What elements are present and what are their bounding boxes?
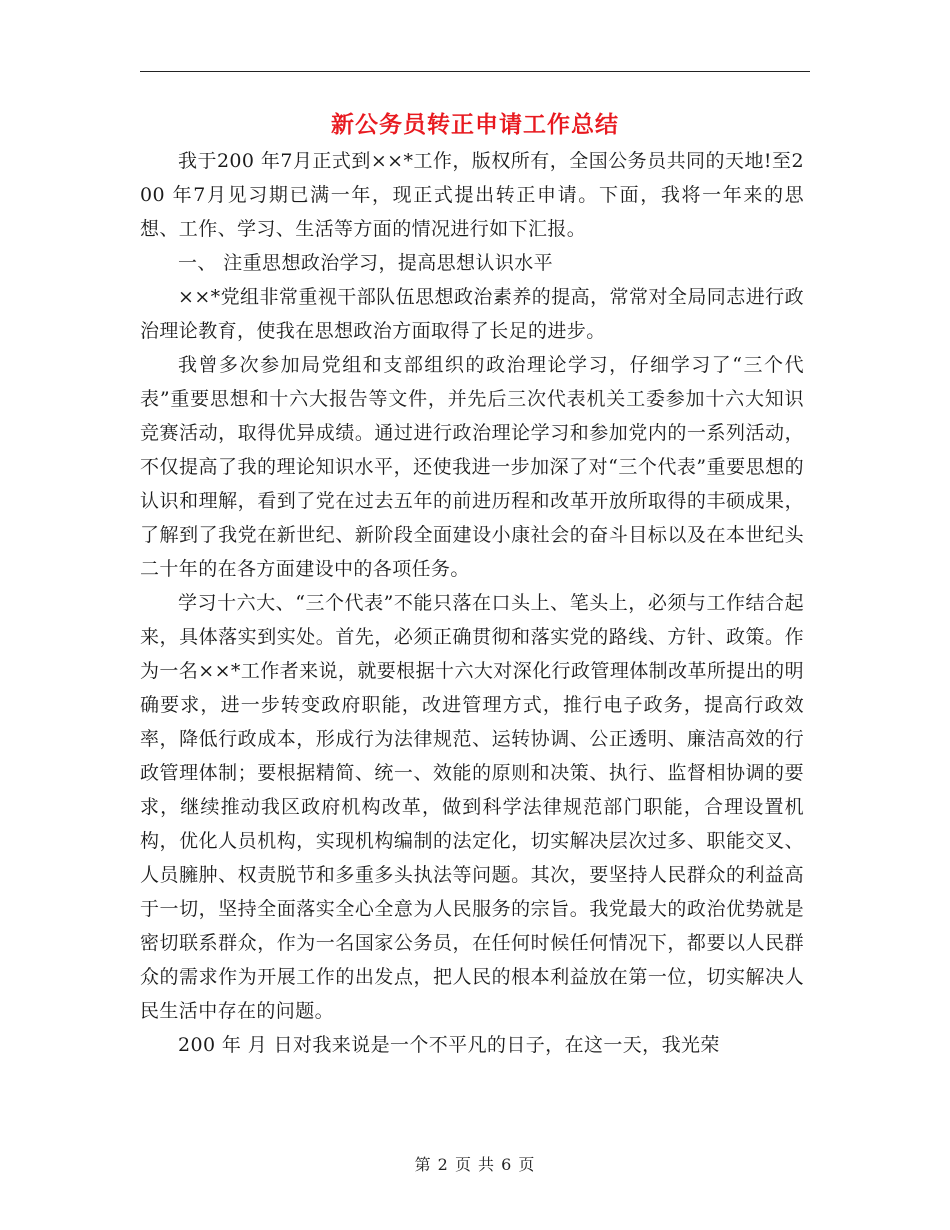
paragraph-implementation: 学习十六大、“三个代表”不能只落在口头上、笔头上，必须与工作结合起来，具体落实到实处。首先，必须正确贯彻和落实党的路线、方针、政策。作为一名××*工作者来说，就要根据十六大对深化行政管理体制改革所提出的明确要求，进一步转变政府职能，改进管理方式，推行电子政务，提高行政效率，降低行政成本，形成行为法律规范、运转协调、公正透明、廉洁高效的行政管理体制；要根据精简、统一、效能的原则和决策、执行、监督相协调的要求，继续推动我区政府机构改革，做到科学法律规范部门职能，合理设置机构，优化人员机构，实现机构编制的法定化，切实解决层次过多、职能交叉、人员臃肿、权责脱节和多重多头执法等问题。其次，要坚持人民群众的利益高于一切，坚持全面落实全心全意为人民服务的宗旨。我党最大的政治优势就是密切联系群众，作为一名国家公务员，在任何时候任何情况下，都要以人民群众的需求作为开展工作的出发点，把人民的根本利益放在第一位，切实解决人民生活中存在的问题。 <box>140 592 804 1022</box>
paragraph-date: 200 年 月 日对我来说是一个不平凡的日子，在这一天，我光荣 <box>178 1034 720 1056</box>
page-number: 第 2 页 共 6 页 <box>414 1155 536 1174</box>
paragraph-intro: 我于200 年7月正式到××*工作，版权所有，全国公务员共同的天地!至200 年7月见习期已满一年，现正式提出转正申请。下面，我将一年来的思想、工作、学习、生活等方面的情况进行如下汇报。 <box>140 150 804 240</box>
section-heading-1: 一、 注重思想政治学习，提高思想认识水平 <box>178 252 554 274</box>
header-rule <box>140 71 810 72</box>
document-title: 新公务员转正申请工作总结 <box>331 112 619 138</box>
paragraph-party-group: ××*党组非常重视干部队伍思想政治素养的提高，常常对全局同志进行政治理论教育，使我在思想政治方面取得了长足的进步。 <box>140 286 804 342</box>
paragraph-political-study: 我曾多次参加局党组和支部组织的政治理论学习，仔细学习了“三个代表”重要思想和十六大报告等文件，并先后三次代表机关工委参加十六大知识竞赛活动，取得优异成绩。通过进行政治理论学习和参加党内的一系列活动，不仅提高了我的理论知识水平，还使我进一步加深了对“三个代表”重要思想的认识和理解，看到了党在过去五年的前进历程和改革开放所取得的丰硕成果，了解到了我党在新世纪、新阶段全面建设小康社会的奋斗目标以及在本世纪头二十年的在各方面建设中的各项任务。 <box>140 354 804 580</box>
document-body <box>140 144 804 1062</box>
